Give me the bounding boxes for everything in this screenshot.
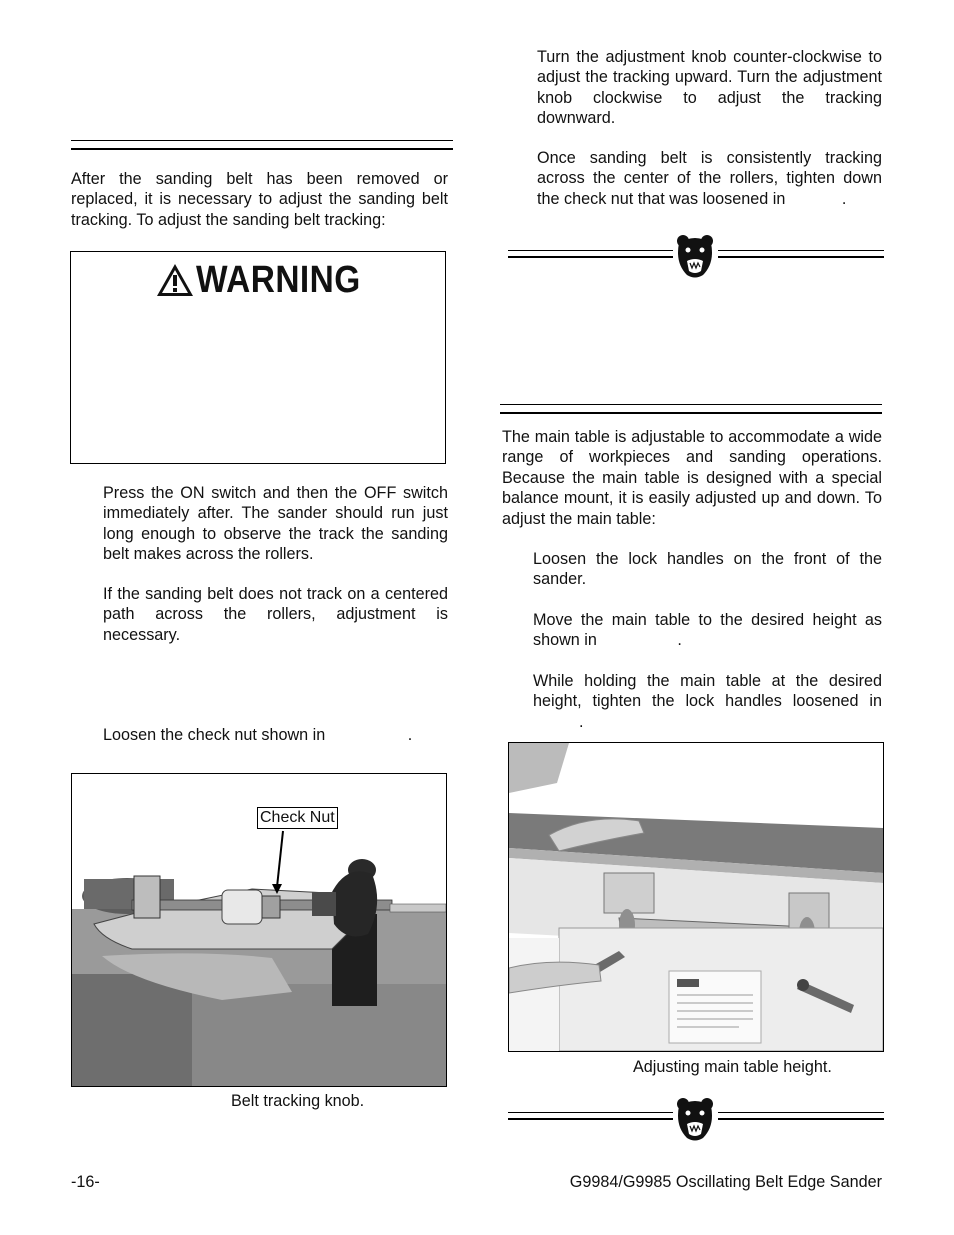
- table-step-3-text: While holding the main table at the desired height, tighten the lock handles loosened in: [533, 672, 882, 711]
- step-a-text: Press the ON switch and then the OFF switch immediately after. The sander should run just long enough to observe the track the sanding belt makes across the rollers.: [103, 484, 448, 564]
- section-rule-bottom-thick: [71, 148, 453, 150]
- main-table-illustration: [509, 743, 883, 1051]
- table-section-rule-thin: [500, 404, 882, 405]
- table-step-2-end: .: [677, 631, 682, 650]
- step-e-end: .: [841, 189, 847, 208]
- warning-header: [155, 258, 383, 302]
- bear-logo-icon: [675, 1096, 715, 1142]
- table-step-3-block: [533, 671, 882, 732]
- table-step-1-text: Loosen the lock handles on the front of the sander.: [533, 550, 882, 589]
- page-number: -16-: [71, 1173, 100, 1191]
- belt-tracking-photo: [71, 773, 447, 1087]
- left-photo-caption: Belt tracking knob.: [231, 1092, 365, 1110]
- warning-box: [70, 251, 446, 464]
- table-step-3-end: .: [579, 712, 584, 731]
- check-nut-label: Check Nut: [257, 807, 338, 829]
- bear-logo-icon: [675, 233, 715, 279]
- warning-triangle-icon: [155, 262, 195, 298]
- manual-title: G9984/G9985 Oscillating Belt Edge Sander: [569, 1173, 882, 1191]
- bear-divider-top: [508, 233, 884, 279]
- right-photo-caption: Adjusting main table height.: [633, 1058, 832, 1076]
- step-e-text: Once sanding belt is consistently tracking across the center of the rollers, tighten down the check nut that was loosened in: [537, 149, 882, 208]
- step-c-text: Loosen the check nut shown in: [103, 726, 326, 744]
- belt-tracking-intro: After the sanding belt has been removed or replaced, it is necessary to adjust the sanding belt tracking. To adjust the sanding belt tracking:: [71, 170, 448, 229]
- bear-divider-bottom: [508, 1096, 884, 1142]
- main-table-photo: [508, 742, 884, 1052]
- table-step-2-text: Move the main table to the desired height as shown in: [533, 611, 882, 650]
- warning-label: WARNING: [196, 259, 361, 301]
- table-intro-text: The main table is adjustable to accommodate a wide range of workpieces and sanding operations. Because the main table is designed with a special balance mount, it is easily adjusted up and down. To adjust the main table:: [502, 428, 882, 528]
- step-c-line: [103, 725, 448, 745]
- step-d-text: Turn the adjustment knob counter-clockwise to adjust the tracking upward. Turn the adjustment knob clockwise to adjust the tracking downward.: [537, 48, 882, 128]
- step-c-end: .: [407, 726, 413, 744]
- section-rule-top-thin: [71, 140, 453, 141]
- step-e-line: [537, 148, 882, 209]
- step-b-text: If the sanding belt does not track on a centered path across the rollers, adjustment is necessary.: [103, 585, 448, 644]
- table-section-rule-thick: [500, 412, 882, 414]
- table-step-2-block: [533, 610, 882, 651]
